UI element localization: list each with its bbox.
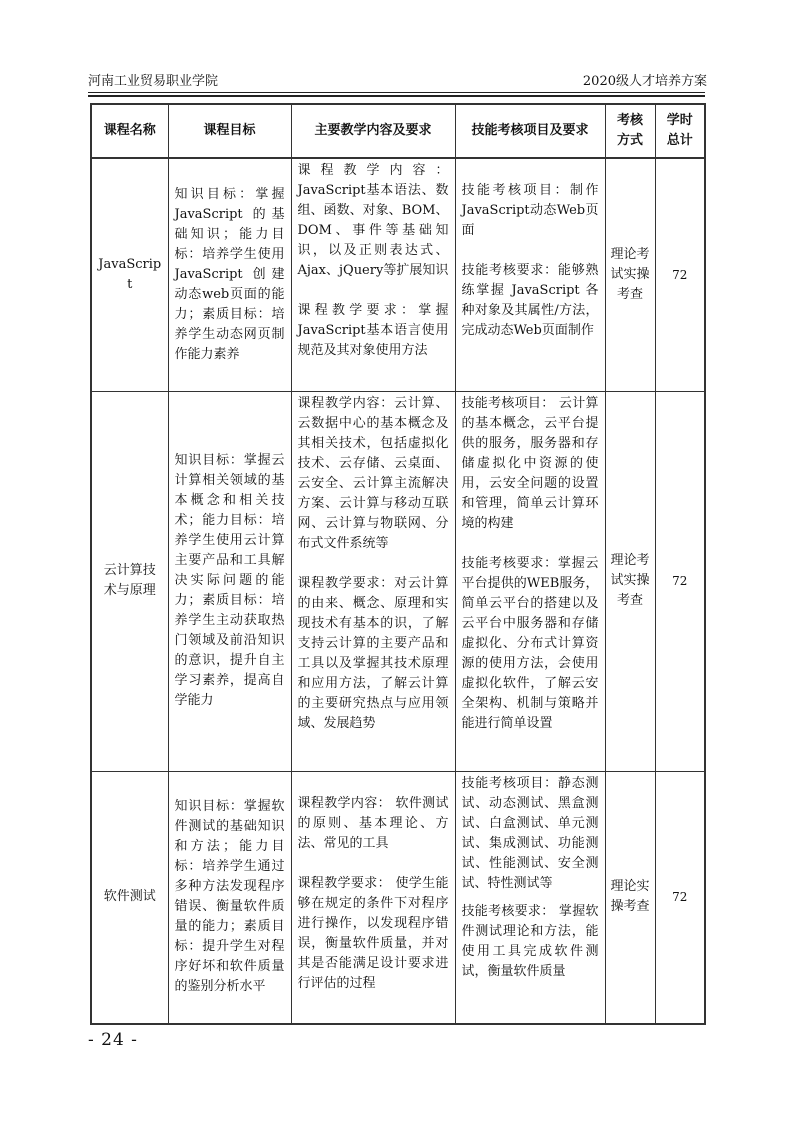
course-goal-cell: 知识目标：掌握软件测试的基础知识和方法；能力目标：培养学生通过多种方法发现程序错误、衡量软件质量的能力；素质目标：提升学生对程序好坏和软件质量的鉴别分析水平 <box>168 771 291 1024</box>
skill-requirement: 技能考核要求：能够熟练掌握 JavaScript 各种对象及其属性/方法，完成动态Web页面制作 <box>461 263 599 338</box>
assessment-method-cell: 理论考试实操考查 <box>605 391 655 771</box>
course-skill-cell <box>455 771 605 1024</box>
course-name-cell: JavaScript <box>91 158 168 391</box>
header-rule-thick <box>88 95 705 97</box>
course-content-cell <box>291 158 455 391</box>
col-header-method-line2: 方式 <box>616 133 643 148</box>
content-teaching-content: 课程教学内容：云计算、云数据中心的基本概念及其相关技术，包括虚拟化技术、云存储、云桌面、云安全、云计算主流解决方案、云计算与移动互联网、云计算与物联网、分布式文件系统等 <box>297 395 449 551</box>
course-skill-cell <box>455 158 605 391</box>
col-header-goal: 课程目标 <box>168 104 291 158</box>
course-table <box>90 103 706 1025</box>
total-hours-cell: 72 <box>655 158 705 391</box>
skill-requirement: 技能考核要求：掌握云平台提供的WEB服务，简单云平台的搭建以及云平台中服务器和存储虚拟化、分布式计算资源的使用方法，会使用虚拟化软件，了解云安全架构、机制与策略并能进行简单设置 <box>461 555 599 731</box>
page-number: - 24 - <box>88 1030 138 1050</box>
header-rule <box>88 92 705 93</box>
col-header-skill: 技能考核项目及要求 <box>455 104 605 158</box>
col-header-method-line1: 考核 <box>616 113 643 128</box>
content-teaching-content: 课程教学内容： 软件测试的原则、基本理论、方法、常见的工具 <box>297 795 449 851</box>
content-teaching-content: 课程教学内容：JavaScript基本语法、数组、函数、对象、BOM、DOM、事件等基础知识，以及正则表达式、Ajax、jQuery等扩展知识 <box>297 163 449 278</box>
course-goal-cell: 知识目标：掌握云计算相关领域的基本概念和相关技术；能力目标：培养学生使用云计算主要产品和工具解决实际问题的能力；素质目标：培养学生主动获取热门领域及前沿知识的意识，提升自主学习素养，提高自学能力 <box>168 391 291 771</box>
course-content-cell <box>291 391 455 771</box>
col-header-hours <box>655 104 705 158</box>
col-header-course-name: 课程名称 <box>91 104 168 158</box>
col-header-hours-line2: 总计 <box>666 133 693 148</box>
table-row <box>91 391 705 771</box>
total-hours-cell: 72 <box>655 771 705 1024</box>
col-header-content: 主要教学内容及要求 <box>291 104 455 158</box>
content-teaching-requirement: 课程教学要求： 使学生能够在规定的条件下对程序进行操作，以发现程序错误，衡量软件质量，并对其是否能满足设计要求进行评估的过程 <box>297 875 449 991</box>
header-doc-title: 2020级人才培养方案 <box>582 74 707 89</box>
assessment-method-cell: 理论考试实操考查 <box>605 158 655 391</box>
table-row <box>91 771 705 1024</box>
course-name-cell: 软件测试 <box>91 771 168 1024</box>
course-goal-cell: 知识目标：掌握JavaScript 的基础知识；能力目标：培养学生使用JavaScript 创建动态web页面的能力；素质目标：培养学生动态网页制作能力素养 <box>168 158 291 391</box>
content-teaching-requirement: 课程教学要求：掌握JavaScript基本语言使用规范及其对象使用方法 <box>297 303 449 358</box>
content-teaching-requirement: 课程教学要求：对云计算的由来、概念、原理和实现技术有基本的识，了解支持云计算的主要产品和工具以及掌握其技术原理和应用方法，了解云计算的主要研究热点与应用领域、发展趋势 <box>297 575 449 731</box>
table-row <box>91 158 705 391</box>
col-header-method <box>605 104 655 158</box>
course-skill-cell <box>455 391 605 771</box>
col-header-hours-line1: 学时 <box>666 113 693 128</box>
skill-project: 技能考核项目：制作JavaScript动态Web页面 <box>461 183 599 238</box>
course-content-cell <box>291 771 455 1024</box>
course-name-cell: 云计算技术与原理 <box>91 391 168 771</box>
table-header-row <box>91 104 705 158</box>
skill-requirement: 技能考核要求： 掌握软件测试理论和方法，能使用工具完成软件测试，衡量软件质量 <box>461 903 599 979</box>
total-hours-cell: 72 <box>655 391 705 771</box>
skill-project: 技能考核项目：静态测试、动态测试、黑盒测试、白盒测试、单元测试、集成测试、功能测试、性能测试、安全测试、特性测试等 <box>461 775 599 891</box>
skill-project: 技能考核项目： 云计算的基本概念，云平台提供的服务，服务器和存储虚拟化中资源的使用，云安全问题的设置和管理，简单云计算环境的构建 <box>461 395 599 531</box>
assessment-method-cell: 理论实操考查 <box>605 771 655 1024</box>
header-school: 河南工业贸易职业学院 <box>88 74 219 89</box>
